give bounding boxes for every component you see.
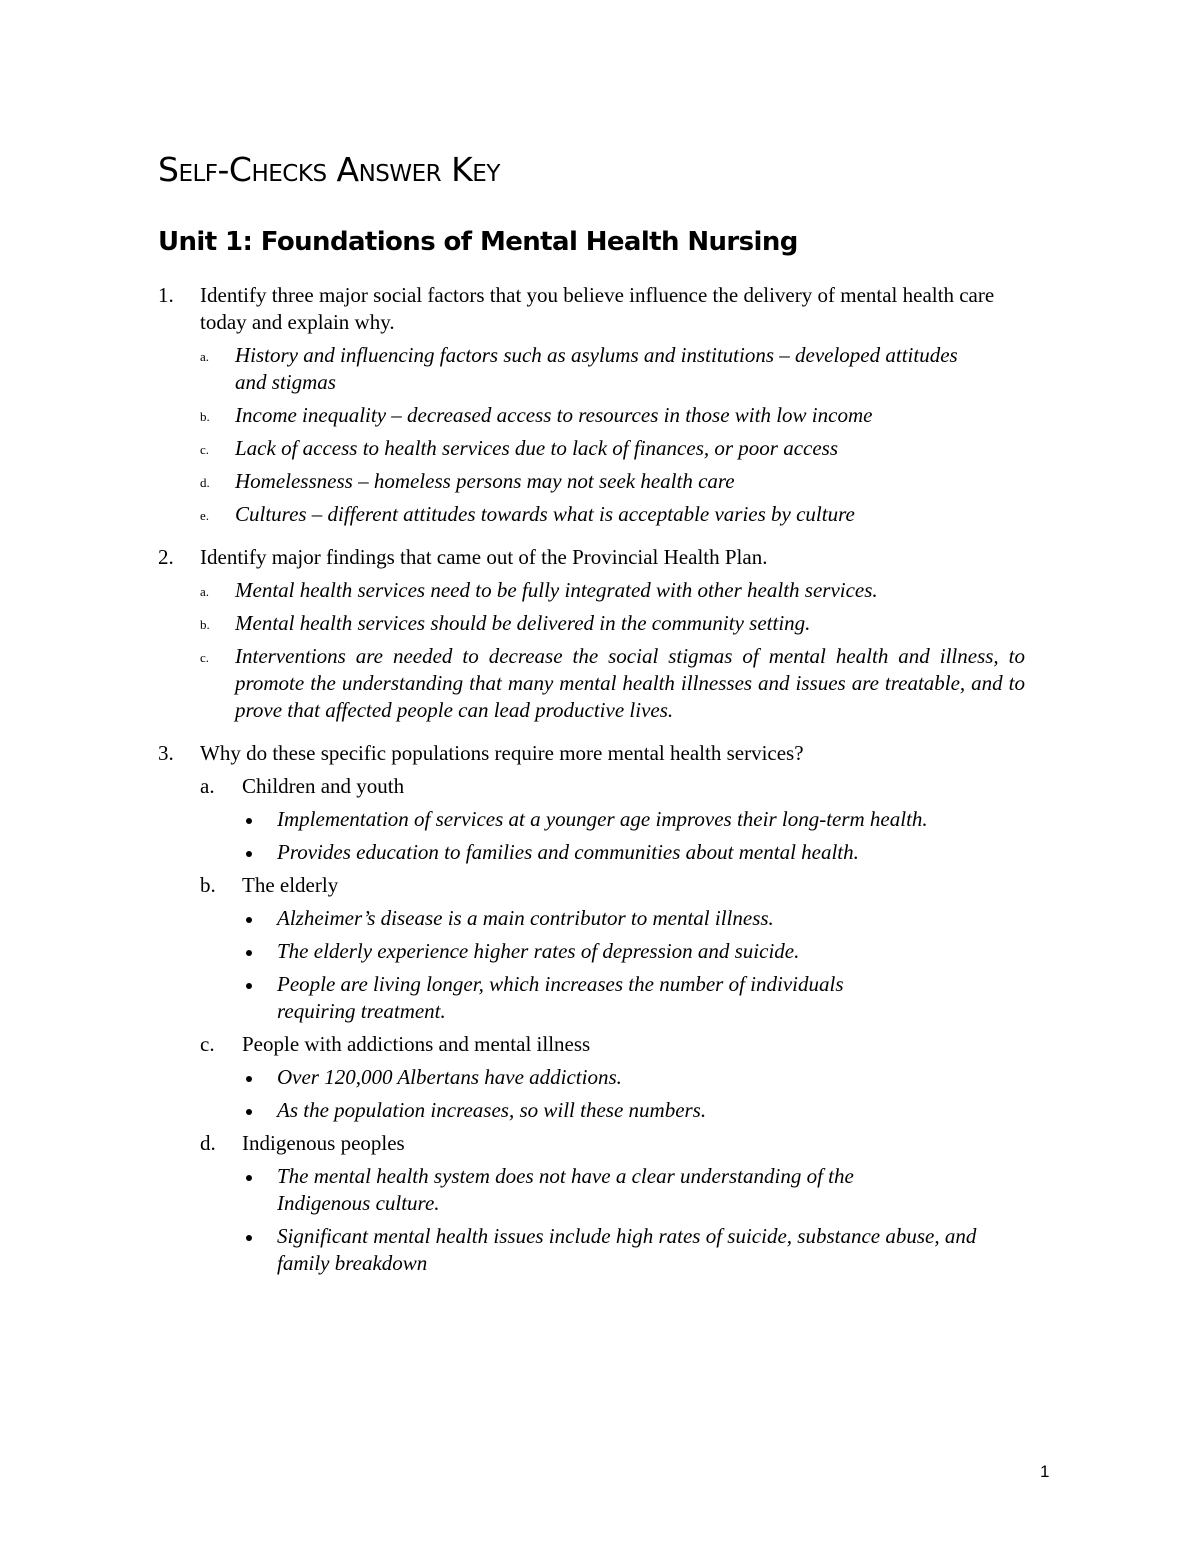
answer-marker: a. bbox=[200, 584, 210, 599]
group-marker: b. bbox=[200, 873, 216, 897]
question-2 bbox=[158, 544, 1038, 724]
unit-heading: Unit 1: Foundations of Mental Health Nursing bbox=[158, 227, 798, 257]
bullet-icon bbox=[246, 983, 252, 989]
question-1 bbox=[158, 282, 1038, 528]
bullet-item bbox=[242, 971, 917, 1025]
bullet-icon bbox=[246, 1076, 252, 1082]
group-label: Children and youth bbox=[242, 774, 405, 798]
page-number: 1 bbox=[1040, 1462, 1050, 1481]
bullet-icon bbox=[246, 950, 252, 956]
answer-text: Cultures – different attitudes towards what is acceptable varies by culture bbox=[235, 502, 855, 526]
group-label: People with addictions and mental illness bbox=[242, 1032, 591, 1056]
population-group bbox=[200, 1031, 1038, 1124]
answer-text: Income inequality – decreased access to resources in those with low income bbox=[235, 403, 873, 427]
answer-item bbox=[200, 468, 1038, 495]
question-text: Identify three major social factors that you believe influence the delivery of mental health care today and explain why. bbox=[200, 283, 995, 334]
answer-item bbox=[200, 435, 1038, 462]
question-number: 1. bbox=[158, 283, 174, 307]
answer-item bbox=[200, 610, 1038, 637]
question-3 bbox=[158, 740, 1038, 1277]
answer-marker: c. bbox=[200, 650, 210, 665]
answer-marker: c. bbox=[200, 442, 210, 457]
group-marker: c. bbox=[200, 1032, 215, 1056]
group-label: Indigenous peoples bbox=[242, 1131, 405, 1155]
bullet-text: Significant mental health issues include high rates of suicide, substance abuse, and family breakdown bbox=[277, 1224, 977, 1275]
question-number: 2. bbox=[158, 545, 174, 569]
answer-text: Mental health services need to be fully integrated with other health services. bbox=[235, 578, 878, 602]
bullet-item bbox=[242, 806, 1038, 833]
bullet-text: Implementation of services at a younger age improves their long-term health. bbox=[277, 807, 928, 831]
bullet-item bbox=[242, 839, 1038, 866]
answer-marker: b. bbox=[200, 409, 210, 424]
group-label: The elderly bbox=[242, 873, 339, 897]
bullet-icon bbox=[246, 1235, 252, 1241]
answer-item bbox=[200, 402, 1038, 429]
population-group bbox=[200, 1130, 1038, 1277]
bullet-text: The mental health system does not have a clear understanding of the Indigenous culture. bbox=[277, 1164, 854, 1215]
bullet-icon bbox=[246, 917, 252, 923]
answer-item bbox=[200, 577, 1038, 604]
answer-marker: d. bbox=[200, 475, 210, 490]
bullet-text: People are living longer, which increases the number of individuals requiring treatment. bbox=[277, 972, 844, 1023]
group-marker: a. bbox=[200, 774, 215, 798]
answer-text: Interventions are needed to decrease the social stigmas of mental health and illness, to promote the understanding that many mental health illnesses and issues are treatable, and to prove that affected people can lead productive lives. bbox=[235, 644, 1025, 722]
bullet-text: As the population increases, so will these numbers. bbox=[277, 1098, 707, 1122]
bullet-text: Over 120,000 Albertans have addictions. bbox=[277, 1065, 622, 1089]
question-number: 3. bbox=[158, 741, 174, 765]
question-list bbox=[158, 282, 1038, 1293]
bullet-icon bbox=[246, 1109, 252, 1115]
bullet-text: Alzheimer’s disease is a main contributor to mental illness. bbox=[277, 906, 774, 930]
document-title: Self-Checks Answer Key bbox=[158, 150, 500, 189]
bullet-icon bbox=[246, 818, 252, 824]
answer-text: Homelessness – homeless persons may not seek health care bbox=[235, 469, 735, 493]
answer-item bbox=[200, 501, 1038, 528]
answer-item bbox=[200, 643, 1025, 724]
bullet-icon bbox=[246, 851, 252, 857]
group-marker: d. bbox=[200, 1131, 216, 1155]
answer-marker: a. bbox=[200, 349, 210, 364]
bullet-item bbox=[242, 905, 1038, 932]
bullet-item bbox=[242, 938, 1038, 965]
bullet-icon bbox=[246, 1175, 252, 1181]
answer-marker: e. bbox=[200, 508, 210, 523]
bullet-text: Provides education to families and communities about mental health. bbox=[277, 840, 859, 864]
answer-marker: b. bbox=[200, 617, 210, 632]
question-text: Identify major findings that came out of the Provincial Health Plan. bbox=[200, 545, 768, 569]
answer-text: Mental health services should be delivered in the community setting. bbox=[235, 611, 811, 635]
bullet-text: The elderly experience higher rates of depression and suicide. bbox=[277, 939, 800, 963]
answer-item bbox=[200, 342, 975, 396]
answer-text: Lack of access to health services due to lack of finances, or poor access bbox=[235, 436, 839, 460]
population-group bbox=[200, 872, 1038, 1025]
answer-text: History and influencing factors such as asylums and institutions – developed attitudes and stigmas bbox=[235, 343, 958, 394]
bullet-item bbox=[242, 1097, 1038, 1124]
question-text: Why do these specific populations require more mental health services? bbox=[200, 741, 804, 765]
bullet-item bbox=[242, 1223, 997, 1277]
population-group bbox=[200, 773, 1038, 866]
bullet-item bbox=[242, 1064, 1038, 1091]
bullet-item bbox=[242, 1163, 937, 1217]
